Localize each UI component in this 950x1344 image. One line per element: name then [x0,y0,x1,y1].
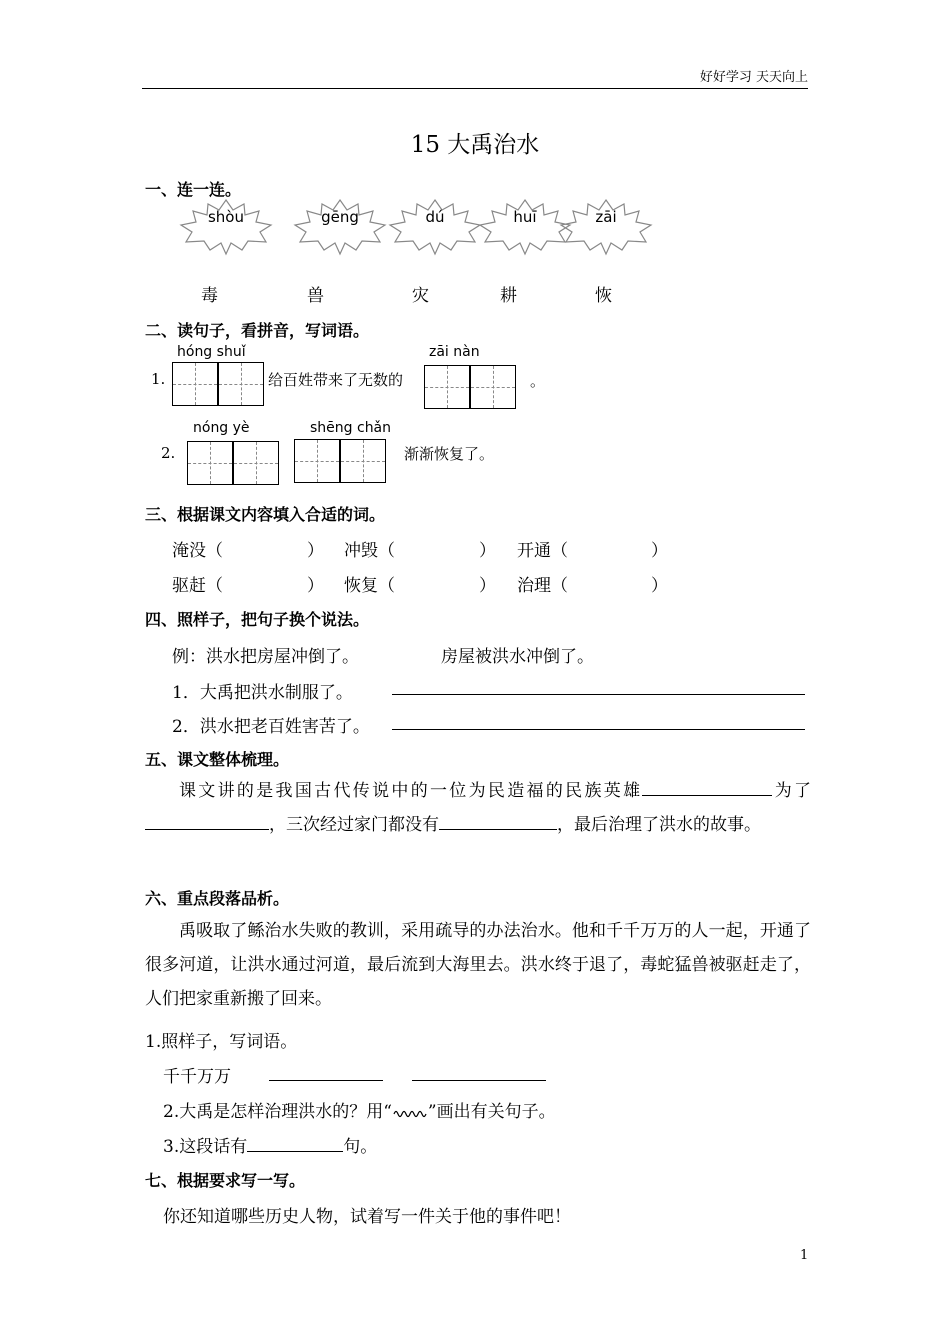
section-2-heading: 二、读句子，看拼音，写词语。 [145,321,370,340]
section-6-heading: 六、重点段落品析。 [145,889,290,908]
answer-line[interactable] [392,729,805,730]
answer-line[interactable] [269,1080,383,1081]
q2-text: ”画出有关句子。 [427,1102,556,1122]
example-passive: 房屋被洪水冲倒了。 [441,647,594,667]
tian-grid-box[interactable] [470,365,516,409]
tian-grid-box[interactable] [172,362,218,406]
q2-text: 2.大禹是怎样治理洪水的？用“ [163,1102,392,1122]
fill-close: ） [307,541,324,561]
tian-grid-box[interactable] [187,441,233,485]
leaf-pinyin: huī [513,208,537,226]
summary-paragraph [145,774,811,842]
fill-word: 驱赶（ [172,576,223,596]
q1-prompt: 1.照样子，写词语。 [145,1032,298,1052]
char-3: 灾 [412,286,429,306]
rewrite-q2: 2．洪水把老百姓害苦了。 [172,717,370,737]
q2-prompt [163,1097,556,1122]
example-active: 例：洪水把房屋冲倒了。 [172,647,359,667]
answer-blank[interactable] [642,777,772,796]
leaf-icon [556,196,656,256]
answer-line[interactable] [392,694,805,695]
fill-word: 淹没（ [172,541,223,561]
answer-blank[interactable] [145,811,269,830]
q1-example: 千千万万 [163,1067,231,1087]
section-5-heading: 五、课文整体梳理。 [145,750,290,769]
tian-grid-box[interactable] [424,365,470,409]
leaf-card-3 [385,196,485,256]
pinyin-shengchan: shēng chǎn [310,420,392,436]
passage-paragraph: 禹吸取了鲧治水失败的教训，采用疏导的办法治水。他和千千万万的人一起，开通了很多河道，让洪水通过河道，最后流到大海里去。洪水终于退了，毒蛇猛兽被驱赶走了，人们把家重新搬了回来。 [145,921,811,1009]
pinyin-zainan: zāi nàn [429,344,480,360]
tian-grid-box[interactable] [218,362,264,406]
sentence-text: 给百姓带来了无数的 [268,371,404,389]
answer-blank[interactable] [247,1133,343,1152]
writing-prompt: 你还知道哪些历史人物，试着写一件关于他的事件吧！ [163,1207,571,1227]
leaf-pinyin: zāi [595,208,617,226]
fill-close: ） [479,541,496,561]
char-4: 耕 [500,286,517,306]
q3-text: 3.这段话有 [163,1137,248,1157]
page-title: 15 大禹治水 [410,132,540,158]
fill-close: ） [651,541,668,561]
pinyin-hongshui: hóng shuǐ [177,344,246,360]
tian-grid-box[interactable] [233,441,279,485]
leaf-icon [176,196,276,256]
wavy-line-icon [392,1105,428,1119]
fill-word: 冲毁（ [344,541,395,561]
char-5: 恢 [595,286,612,306]
tian-grid-box[interactable] [294,439,340,483]
section-1-heading: 一、连一连。 [145,180,242,199]
fill-close: ） [307,576,324,596]
tian-grid-box[interactable] [340,439,386,483]
fill-word: 开通（ [517,541,568,561]
leaf-icon [385,196,485,256]
pinyin-nongye: nóng yè [193,420,250,436]
leaf-pinyin: shòu [207,208,244,226]
char-1: 毒 [201,286,218,306]
fill-close: ） [651,576,668,596]
sentence-text: 渐渐恢复了。 [404,445,495,463]
page-number: 1 [800,1248,809,1263]
leaf-pinyin: dú [425,208,445,226]
leaf-icon [290,196,390,256]
q3-text: 句。 [343,1137,378,1157]
header-motto: 好好学习 天天向上 [699,70,808,85]
fill-close: ） [479,576,496,596]
summary-text: ，三次经过家门都没有 [269,815,439,835]
fill-word: 治理（ [517,576,568,596]
header-rule [142,88,808,89]
summary-text: 为了 [772,781,812,801]
char-2: 兽 [307,286,324,306]
sentence-end: 。 [530,372,546,390]
section-4-heading: 四、照样子，把句子换个说法。 [145,610,370,629]
leaf-pinyin: gēng [321,208,359,226]
leaf-card-5 [556,196,656,256]
section-7-heading: 七、根据要求写一写。 [145,1171,306,1190]
leaf-card-2 [290,196,390,256]
summary-text: 课文讲的是我国古代传说中的一位为民造福的民族英雄 [179,781,643,801]
section-3-heading: 三、根据课文内容填入合适的词。 [145,505,386,524]
question-number: 2. [161,444,176,462]
summary-text: ，最后治理了洪水的故事。 [557,815,761,835]
leaf-card-1 [176,196,276,256]
fill-word: 恢复（ [344,576,395,596]
q3-prompt [163,1132,377,1157]
answer-blank[interactable] [439,811,557,830]
answer-line[interactable] [412,1080,546,1081]
rewrite-q1: 1．大禹把洪水制服了。 [172,683,353,703]
question-number: 1. [151,370,166,388]
